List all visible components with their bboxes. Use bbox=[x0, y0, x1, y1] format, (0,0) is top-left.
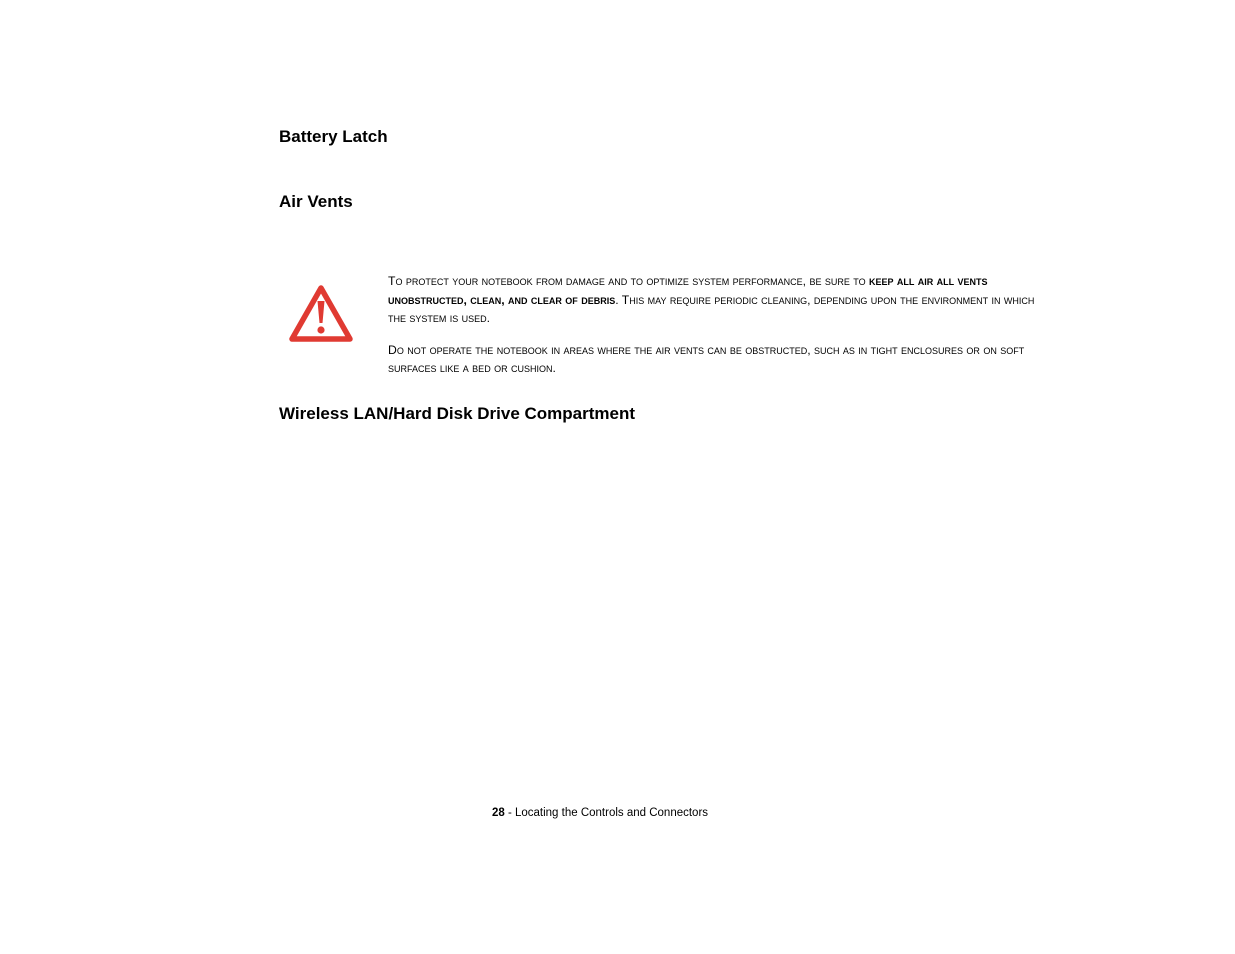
warning-p1-end: his may require periodic cleaning, depending upon the environment in which the system is used. bbox=[388, 292, 1035, 325]
warning-paragraph-2 bbox=[388, 341, 1050, 378]
warning-p2-initial: D bbox=[388, 342, 397, 357]
warning-p1-initial-2: T bbox=[621, 292, 630, 307]
warning-p1-lead: o protect your notebook from damage and to optimize system performance, be sure to bbox=[395, 274, 869, 288]
warning-notice bbox=[388, 272, 1050, 378]
footer-text: - Locating the Controls and Connectors bbox=[504, 807, 709, 819]
warning-p2-text: o not operate the notebook in areas where the air vents can be obstructed, such as in tight enclosures or on soft surfaces like a bed or cushion. bbox=[388, 342, 1025, 375]
warning-p1-initial: T bbox=[388, 274, 396, 288]
heading-battery-latch: Battery Latch bbox=[279, 127, 388, 146]
warning-triangle-icon bbox=[286, 283, 356, 345]
heading-wireless-lan: Wireless LAN/Hard Disk Drive Compartment bbox=[279, 404, 636, 423]
warning-p1-emphasis: keep all air all vents unobstructed, clean, and clear of debris bbox=[388, 274, 988, 307]
page-footer bbox=[0, 807, 1200, 819]
page-number: 28 bbox=[491, 807, 505, 819]
warning-paragraph-1: To protect your notebook from damage and to optimize system performance, be sure to keep all air all vents unobstructed, clean, and clear of debris. This may require periodic cleaning, depending upon the environment in which the system is used. bbox=[388, 274, 1035, 325]
heading-air-vents: Air Vents bbox=[279, 192, 353, 211]
